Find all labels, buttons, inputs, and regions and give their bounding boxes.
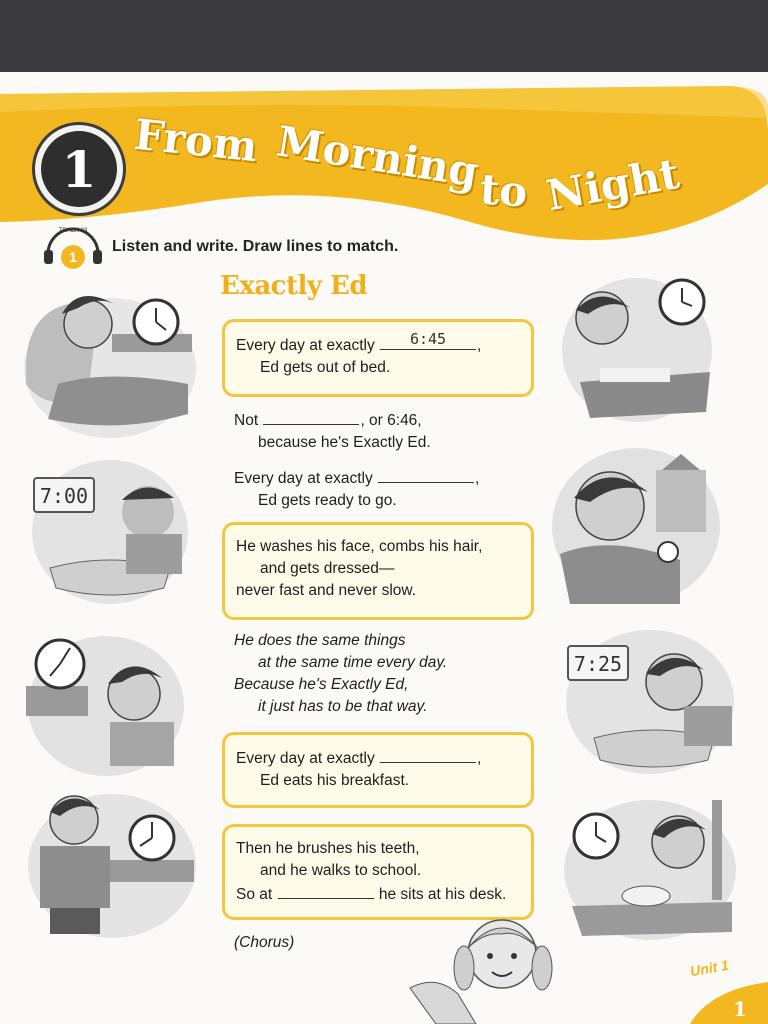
- verse-2: [234, 408, 534, 454]
- verse6-line1: Then he brushes his teeth,: [236, 840, 420, 857]
- chorus-note: (Chorus): [234, 934, 295, 951]
- page-number-tab: [690, 982, 768, 1024]
- chorus-line3: Because he's Exactly Ed,: [234, 676, 409, 693]
- picture-boy-washing-face[interactable]: [30, 456, 194, 606]
- audio-track-icon: [42, 224, 104, 272]
- verse-box-4: [222, 522, 534, 620]
- instruction-text: Listen and write. Draw lines to match.: [112, 238, 399, 255]
- verse-box-5: [222, 732, 534, 808]
- verse-box-1: [222, 319, 534, 397]
- verse5-prefix: Every day at exactly: [236, 750, 375, 767]
- track-label: TRACK 03: [58, 228, 88, 234]
- verse6-prefix: So at: [236, 886, 273, 903]
- answer-blank-4[interactable]: [380, 746, 476, 763]
- wristwatch-icon: [658, 542, 678, 562]
- textbook-page: [0, 72, 768, 1024]
- verse2-line2: because he's Exactly Ed.: [258, 434, 431, 451]
- answer-blank-1[interactable]: [380, 330, 476, 350]
- verse3-suffix: ,: [475, 470, 480, 487]
- verse4-line2: and gets dressed—: [260, 560, 395, 577]
- digital-clock-time: 7:00: [39, 484, 89, 508]
- verse3-line2: Ed gets ready to go.: [258, 492, 397, 509]
- chorus: [234, 630, 534, 718]
- unit-number: 1: [41, 131, 117, 207]
- chorus-line4: it just has to be that way.: [258, 698, 428, 715]
- verse5-suffix: ,: [477, 750, 482, 767]
- picture-boy-getting-dressed[interactable]: [20, 782, 196, 940]
- answer-blank-2[interactable]: [263, 408, 359, 425]
- picture-boy-waking-up[interactable]: [18, 274, 200, 442]
- verse3-prefix: Every day at exactly: [234, 470, 373, 487]
- verse6-suffix: he sits at his desk.: [378, 886, 507, 903]
- unit-number-badge: [32, 122, 126, 216]
- verse1-line2: Ed gets out of bed.: [260, 359, 391, 376]
- title-word-to: to: [478, 164, 530, 217]
- verse5-line2: Ed eats his breakfast.: [260, 772, 410, 789]
- title-word-from: From: [131, 109, 260, 172]
- answer-blank-5[interactable]: [278, 882, 374, 899]
- verse4-line3: never fast and never slow.: [236, 582, 417, 599]
- verse4-line1: He washes his face, combs his hair,: [236, 538, 483, 555]
- verse2-prefix: Not: [234, 412, 259, 429]
- page-number: 1: [733, 997, 747, 1021]
- picture-girl-character: [406, 902, 566, 1024]
- picture-boy-walking-to-school[interactable]: [550, 444, 722, 606]
- song-title: Exactly Ed: [220, 271, 368, 301]
- verse1-prefix: Every day at exactly: [236, 337, 375, 354]
- page-title: [131, 108, 694, 228]
- verse2-suffix: , or 6:46,: [360, 412, 422, 429]
- handwritten-answer: 6:45: [409, 330, 447, 348]
- picture-boy-at-desk[interactable]: [560, 272, 714, 424]
- verse-3: [234, 466, 534, 512]
- title-word-morning: Morning: [273, 116, 482, 197]
- chorus-line1: He does the same things: [234, 632, 406, 649]
- chorus-line2: at the same time every day.: [258, 654, 448, 671]
- answer-blank-3[interactable]: [378, 466, 474, 483]
- verse1-suffix: ,: [477, 337, 482, 354]
- picture-boy-eating-breakfast[interactable]: [562, 790, 740, 942]
- picture-boy-combing-hair[interactable]: [26, 630, 188, 780]
- title-word-night: Night: [542, 148, 683, 221]
- scanner-edge: [0, 0, 768, 72]
- unit-label: Unit 1: [688, 956, 730, 980]
- verse6-line2: and he walks to school.: [260, 862, 422, 879]
- picture-boy-brushing-teeth[interactable]: [564, 620, 736, 776]
- digital-clock-time: 7:25: [573, 652, 623, 676]
- track-number: 1: [69, 249, 77, 265]
